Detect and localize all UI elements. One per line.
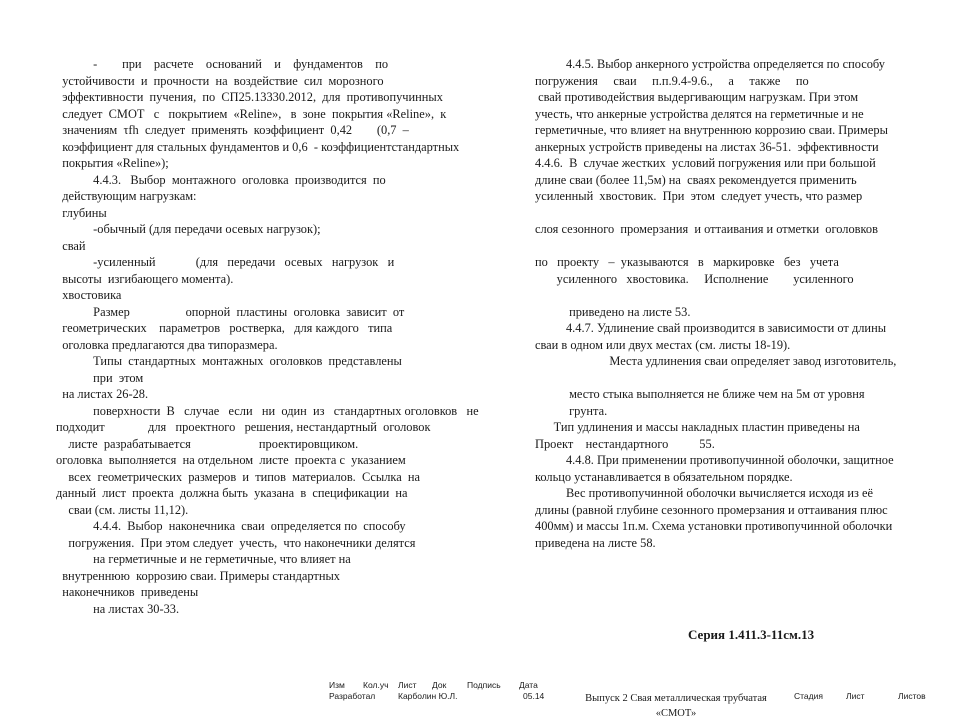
right-column-line: слоя сезонного промерзания и оттаивания и отметки оголовков — [535, 222, 878, 236]
left-column-line: на листах 26-28. — [56, 387, 149, 401]
right-column-line — [535, 205, 953, 222]
stamp-razrabotal: Разработал — [329, 691, 376, 701]
left-column-line: 4.4.3. Выбор монтажного оголовка производится по — [56, 172, 386, 187]
left-column-line: устойчивости и прочности на воздействие сил морозного — [56, 73, 384, 88]
right-column-line: погружения сваи п.п.9.4-9.6., а также по — [535, 73, 809, 88]
right-column-line: Вес противопучинной оболочки вычисляется исходя из её — [535, 486, 873, 500]
left-column-line: оголовка выполняется на отдельном листе проекта с указанием — [56, 453, 406, 467]
right-column-line — [535, 370, 953, 387]
stamp-listov: Листов — [898, 691, 926, 701]
right-column-line: усиленного хвостовика. Исполнение усиленного — [535, 271, 854, 286]
left-column-line: всех геометрических размеров и типов материалов. Ссылка на — [56, 469, 421, 484]
left-column-line: Типы стандартных монтажных оголовков представлены — [56, 354, 402, 368]
left-column-line: поверхности В случае если ни один из стандартных оголовков не — [56, 403, 479, 418]
stamp-date-value: 05.14 — [523, 691, 545, 701]
stamp-kol-uch: Кол.уч — [363, 680, 389, 690]
stamp-author: Карболин Ю.Л. — [398, 691, 458, 701]
left-column-line: - при расчете оснований и фундаментов по — [56, 57, 389, 71]
left-column-line: эффективности пучения, по СП25.13330.2012, для противопучинных — [56, 90, 443, 104]
left-text-column — [56, 56, 534, 617]
left-column-line: наконечников приведены — [56, 585, 199, 599]
left-column-line: погружения. При этом следует учесть, что наконечники делятся — [56, 535, 416, 550]
stamp-list2: Лист — [846, 691, 865, 701]
left-column-line: геометрических параметров ростверка, для каждого типа — [56, 321, 393, 335]
right-column-line: 4.4.6. В случае жестких условий погружения или при большой — [535, 156, 876, 170]
left-column-line: значениям τfh следует применять коэффициент 0,42 (0,7 – — [56, 123, 409, 137]
left-column-line: подходит для проектного решения, нестандартный оголовок — [56, 420, 431, 434]
right-column-line: Места удлинения сваи определяет завод изготовитель, — [535, 354, 897, 368]
series-label: Серия 1.411.3-11см.13 — [688, 627, 815, 642]
left-column-line: при этом — [56, 370, 144, 385]
right-column-line: сваи в одном или двух местах (см. листы 18-19). — [535, 337, 791, 352]
left-column-line: на листах 30-33. — [56, 601, 180, 616]
right-text-column — [535, 56, 953, 551]
right-column-line: приведена на листе 58. — [535, 535, 656, 550]
left-column-line: на герметичные и не герметичные, что влияет на — [56, 552, 351, 566]
left-column-line: свай — [56, 238, 86, 253]
right-column-line: Проект нестандартного 55. — [535, 436, 715, 451]
right-column-line — [535, 238, 953, 255]
right-column-line: 400мм) и массы 1п.м. Схема установки противопучинной оболочки — [535, 519, 893, 533]
right-column-line: свай противодействия выдергивающим нагрузкам. При этом — [535, 90, 859, 104]
right-column-line: приведено на листе 53. — [535, 304, 691, 319]
left-column-line: -обычный (для передачи осевых нагрузок); — [56, 222, 321, 236]
stamp-list: Лист — [398, 680, 417, 690]
right-column-line: герметичные, что влияет на внутреннюю коррозию сваи. Примеры — [535, 123, 888, 137]
stamp-title-line2: «СМОТ» — [655, 708, 697, 719]
left-column-line: оголовка предлагаются два типоразмера. — [56, 337, 278, 352]
right-column-line: по проекту – указываются в маркировке без учета — [535, 255, 839, 269]
right-column-line: место стыка выполняется не ближе чем на 5м от уровня — [535, 387, 865, 401]
left-column-line: действующим нагрузкам: — [56, 189, 197, 203]
stamp-podpis: Подпись — [467, 680, 501, 690]
right-column-line: кольцо устанавливается в обязательном порядке. — [535, 469, 793, 484]
right-column-line: Тип удлинения и массы накладных пластин приведены на — [535, 420, 860, 434]
right-column-line: грунта. — [535, 403, 608, 418]
left-column-line: глубины — [56, 205, 107, 220]
right-column-line: 4.4.8. При применении противопучинной оболочки, защитное — [535, 453, 894, 467]
left-column-line: коэффициент для стальных фундаментов и 0,6 - коэффициентстандартных — [56, 139, 460, 154]
stamp-data: Дата — [519, 680, 538, 690]
left-column-line: -усиленный (для передачи осевых нагрузок и — [56, 255, 395, 269]
right-column-line: учесть, что анкерные устройства делятся на герметичные и не — [535, 106, 864, 121]
left-column-line: покрытия «Reline»); — [56, 156, 169, 170]
stamp-title-line1: Выпуск 2 Свая металлическая трубчатая — [585, 693, 767, 704]
stamp-title — [566, 691, 786, 721]
left-column-line: сваи (см. листы 11,12). — [56, 502, 189, 517]
left-column-line: высоты изгибающего момента). — [56, 271, 234, 286]
left-column-line: листе разрабатывается проектировщиком. — [56, 436, 359, 451]
right-column-line: анкерных устройств приведены на листах 36-51. эффективности — [535, 139, 879, 154]
right-column-line: длины (равной глубине сезонного промерзания и оттаивания плюс — [535, 502, 888, 517]
right-column-line — [535, 287, 953, 304]
right-column-line: 4.4.5. Выбор анкерного устройства определяется по способу — [535, 57, 885, 71]
left-column-line: следует СМОТ с покрытием «Reline», в зоне покрытия «Reline», к — [56, 106, 447, 121]
stamp-izm: Изм — [329, 680, 345, 690]
left-column-line: хвостовика — [56, 288, 122, 302]
stamp-dok: Док — [432, 680, 447, 690]
left-column-line: Размер опорной пластины оголовка зависит от — [56, 304, 405, 319]
right-column-line: длине сваи (более 11,5м) на сваях рекомендуется применить — [535, 172, 857, 187]
left-column-line: внутреннюю коррозию сваи. Примеры стандартных — [56, 568, 340, 583]
left-column-line: данный лист проекта должна быть указана в спецификации на — [56, 486, 408, 500]
right-column-line: 4.4.7. Удлинение свай производится в зависимости от длины — [535, 321, 887, 335]
left-column-line: 4.4.4. Выбор наконечника сваи определяется по способу — [56, 519, 406, 533]
stamp-stadiya: Стадия — [794, 691, 823, 701]
right-column-line: усиленный хвостовик. При этом следует учесть, что размер — [535, 189, 863, 203]
